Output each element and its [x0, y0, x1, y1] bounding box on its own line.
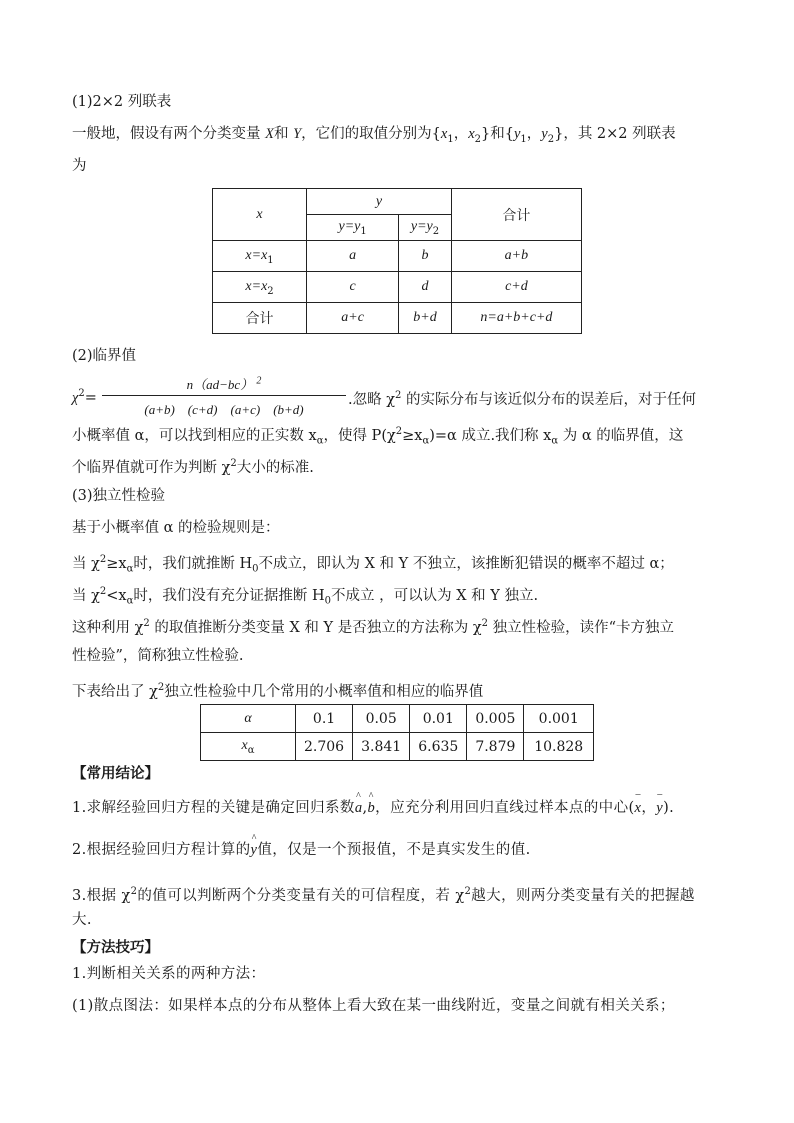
- var-y1: y: [513, 126, 521, 142]
- heading-text: (2)临界值: [72, 348, 137, 364]
- text: ，: [526, 126, 542, 142]
- text: 时，我们没有充分证据推断 H: [133, 587, 325, 604]
- cell: 0.05: [353, 705, 410, 733]
- text: 时，我们就推断 H: [133, 555, 253, 572]
- table-row: [213, 272, 582, 303]
- critical-value-table: [200, 704, 594, 761]
- row-label: [213, 272, 307, 303]
- header-y: y: [307, 189, 452, 215]
- cell: 7.879: [467, 733, 524, 761]
- heading-text: 【方法技巧】: [72, 939, 159, 956]
- cell: a+c: [307, 303, 399, 334]
- cell: 0.01: [410, 705, 467, 733]
- text: 的值可以判断两个分类变量有关的可信程度，若 χ: [137, 887, 465, 904]
- paragraph-method-1: 这种利用 $\chi^2$ 的取值推断分类变量 X 和 Y 是否独立的方法称为 $\chi^2$ 独立性检验，读作“卡方独立: [72, 618, 675, 636]
- text: .忽略 χ: [348, 392, 396, 408]
- var-y2: y: [541, 126, 548, 142]
- fraction-bar: [102, 395, 346, 396]
- method-1: [72, 964, 265, 984]
- y-bar: – y: [656, 798, 663, 818]
- text: 个临界值就可作为判断 χ: [72, 459, 231, 476]
- sub: α: [247, 744, 255, 756]
- text: y=y: [410, 219, 433, 235]
- row-label: [213, 241, 307, 272]
- heading-methods: [72, 938, 159, 958]
- text: 为 α 的临界值，这: [558, 427, 684, 444]
- paragraph-intro: [72, 124, 676, 150]
- cell: 3.841: [353, 733, 410, 761]
- formula-text: .忽略 $\chi^2$ 的实际分布与该近似分布的误差后，对于任何: [348, 390, 696, 408]
- text: 不成立，即认为 X 和 Y 不独立，该推断犯错误的概率不超过 α；: [258, 555, 674, 572]
- text: ,: [362, 800, 368, 816]
- contingency-table: [212, 188, 582, 334]
- text: 和: [273, 126, 294, 142]
- text: (1)散点图法：如果样本点的分布从整体上看大致在某一曲线附近，变量之间就有相关关系；: [72, 998, 675, 1014]
- conclusion-3-cont: [72, 910, 92, 930]
- text: 值，仅是一个预报值，不是真实发生的值.: [257, 842, 531, 858]
- text: n（ad−bc）: [186, 377, 254, 392]
- paragraph-rule: [72, 518, 280, 538]
- cell: b: [399, 241, 452, 272]
- cell: 0.005: [467, 705, 524, 733]
- sub: 1: [447, 133, 454, 145]
- var-x2: x: [468, 126, 475, 142]
- sub: 2: [267, 285, 274, 297]
- heading-text: 【常用结论】: [72, 765, 159, 782]
- row-label-alpha: α: [201, 705, 296, 733]
- text: 不成立 ，可以认为 X 和 Y 独立.: [331, 587, 539, 604]
- text: χ: [72, 389, 79, 406]
- var-y: Y: [293, 126, 302, 142]
- text: ，使得 P(χ: [323, 427, 396, 444]
- cell: 2.706: [296, 733, 353, 761]
- sub: 2: [474, 133, 482, 145]
- text: ≥x: [106, 555, 127, 572]
- conclusion-3: 3.根据 $\chi^2$的值可以判断两个分类变量有关的可信程度，若 $\chi^2$越大，则两分类变量有关的把握越: [72, 886, 695, 904]
- text: ≥x: [402, 427, 423, 444]
- var-x: X: [265, 126, 274, 142]
- a-hat: ^ a: [355, 798, 363, 818]
- paragraph-method-2: [72, 646, 244, 666]
- text: 2.根据经验回归方程计算的: [72, 842, 251, 858]
- text: 基于小概率值 α 的检验规则是：: [72, 520, 280, 536]
- sub: 1: [360, 225, 367, 237]
- paragraph-critical-3: 个临界值就可作为判断 $\chi^2$大小的标准.: [72, 458, 314, 476]
- cell: c: [307, 272, 399, 303]
- cell: 10.828: [524, 733, 594, 761]
- sup: 2: [256, 375, 262, 387]
- text: 这种利用 χ: [72, 619, 144, 636]
- table-row: [213, 241, 582, 272]
- header-y2: [399, 215, 452, 241]
- text: )=α 成立.我们称 x: [429, 427, 552, 444]
- text: }和{: [481, 126, 514, 142]
- text: y=y: [338, 219, 361, 235]
- text: 大.: [72, 912, 92, 928]
- text: ，: [453, 126, 469, 142]
- header-total: 合计: [451, 189, 581, 241]
- paragraph-critical-2: 小概率值 α，可以找到相应的正实数 $x_\alpha$，使得 $P(\chi^2\ge x_\alpha)=\alpha$ 成立.我们称 $x_\alpha$ 为 α 的临界值，这: [72, 426, 684, 447]
- table-row: [201, 705, 594, 733]
- text: 一般地，假设有两个分类变量: [72, 126, 266, 142]
- text: 越大，则两分类变量有关的把握越: [471, 887, 695, 904]
- conclusion-2: [72, 840, 531, 860]
- table-row: [213, 303, 582, 334]
- text: 性检验”，简称独立性检验.: [72, 648, 244, 664]
- text: 小概率值 α，可以找到相应的正实数 x: [72, 427, 317, 444]
- paragraph-rule-2: 当 $\chi^2<x_\alpha$时，我们没有充分证据推断 $H_0$不成立 ，可以认为 X 和 Y 独立.: [72, 586, 539, 607]
- sub: 2: [547, 133, 555, 145]
- text: x=x: [245, 247, 268, 263]
- cell: a: [307, 241, 399, 272]
- cell: b+d: [399, 303, 452, 334]
- cell: 0.001: [524, 705, 594, 733]
- section-heading-contingency: [72, 92, 171, 112]
- text: 下表给出了 χ: [72, 683, 158, 700]
- formula-lhs: $\chi^2=$: [72, 388, 97, 406]
- text: 当 χ: [72, 555, 100, 572]
- var-x1: x: [440, 126, 448, 142]
- header-y1: [307, 215, 399, 241]
- text: 的实际分布与该近似分布的误差后，对于任何: [401, 392, 696, 408]
- y-hat: ^ y: [251, 840, 258, 860]
- denominator: (a+b) (c+d) (a+c) (b+d): [144, 402, 304, 417]
- conclusion-1: [72, 798, 674, 818]
- text: ).: [663, 800, 675, 816]
- cell: c+d: [451, 272, 581, 303]
- text: 的取值推断分类变量 X 和 Y 是否独立的方法称为 χ: [149, 619, 482, 636]
- text: 独立性检验中几个常用的小概率值和相应的临界值: [164, 683, 484, 700]
- cell: d: [399, 272, 452, 303]
- text: <x: [106, 587, 127, 604]
- cell: 0.1: [296, 705, 353, 733]
- heading-conclusions: [72, 764, 159, 784]
- cell: n=a+b+c+d: [451, 303, 581, 334]
- numerator: [102, 374, 346, 393]
- text: 1.判断相关关系的两种方法：: [72, 966, 266, 982]
- paragraph-rule-1: 当 $\chi^2\ge x_\alpha$时，我们就推断 $H_0$不成立，即认为 X 和 Y 不独立，该推断犯错误的概率不超过 α；: [72, 554, 674, 575]
- text: ，它们的取值分别为{: [301, 126, 441, 142]
- text: 为: [72, 158, 87, 174]
- b-hat: ^ b: [368, 798, 376, 818]
- heading-text: (1)2×2 列联表: [72, 94, 172, 110]
- sub: 1: [520, 133, 527, 145]
- text: 当 χ: [72, 587, 100, 604]
- text: ，应充分利用回归直线过样本点的中心(: [375, 800, 635, 816]
- header-x: x: [213, 189, 307, 241]
- text: x: [241, 738, 248, 754]
- text: 独立性检验，读作“卡方独立: [488, 619, 675, 636]
- text: ，: [641, 800, 657, 816]
- text: =: [84, 389, 97, 406]
- sub: 2: [432, 225, 440, 237]
- text: 3.根据 χ: [72, 887, 131, 904]
- heading-text: (3)独立性检验: [72, 488, 166, 504]
- text: 大小的标准.: [236, 459, 314, 476]
- section-heading-critical: [72, 346, 136, 366]
- sub: 1: [267, 254, 274, 266]
- cell: a+b: [451, 241, 581, 272]
- x-bar: – x: [635, 798, 642, 818]
- section-heading-independence: [72, 486, 165, 506]
- row-label-x: [201, 733, 296, 761]
- text: x=x: [245, 278, 268, 294]
- text: }，其 2×2 列联表: [554, 126, 676, 142]
- paragraph-intro-cont: [72, 156, 87, 176]
- table-row: [201, 733, 594, 761]
- text: 1.求解经验回归方程的关键是确定回归系数: [72, 800, 355, 816]
- row-label: 合计: [213, 303, 307, 334]
- paragraph-table-intro: 下表给出了 $\chi^2$独立性检验中几个常用的小概率值和相应的临界值: [72, 682, 484, 700]
- cell: 6.635: [410, 733, 467, 761]
- method-2: [72, 996, 675, 1016]
